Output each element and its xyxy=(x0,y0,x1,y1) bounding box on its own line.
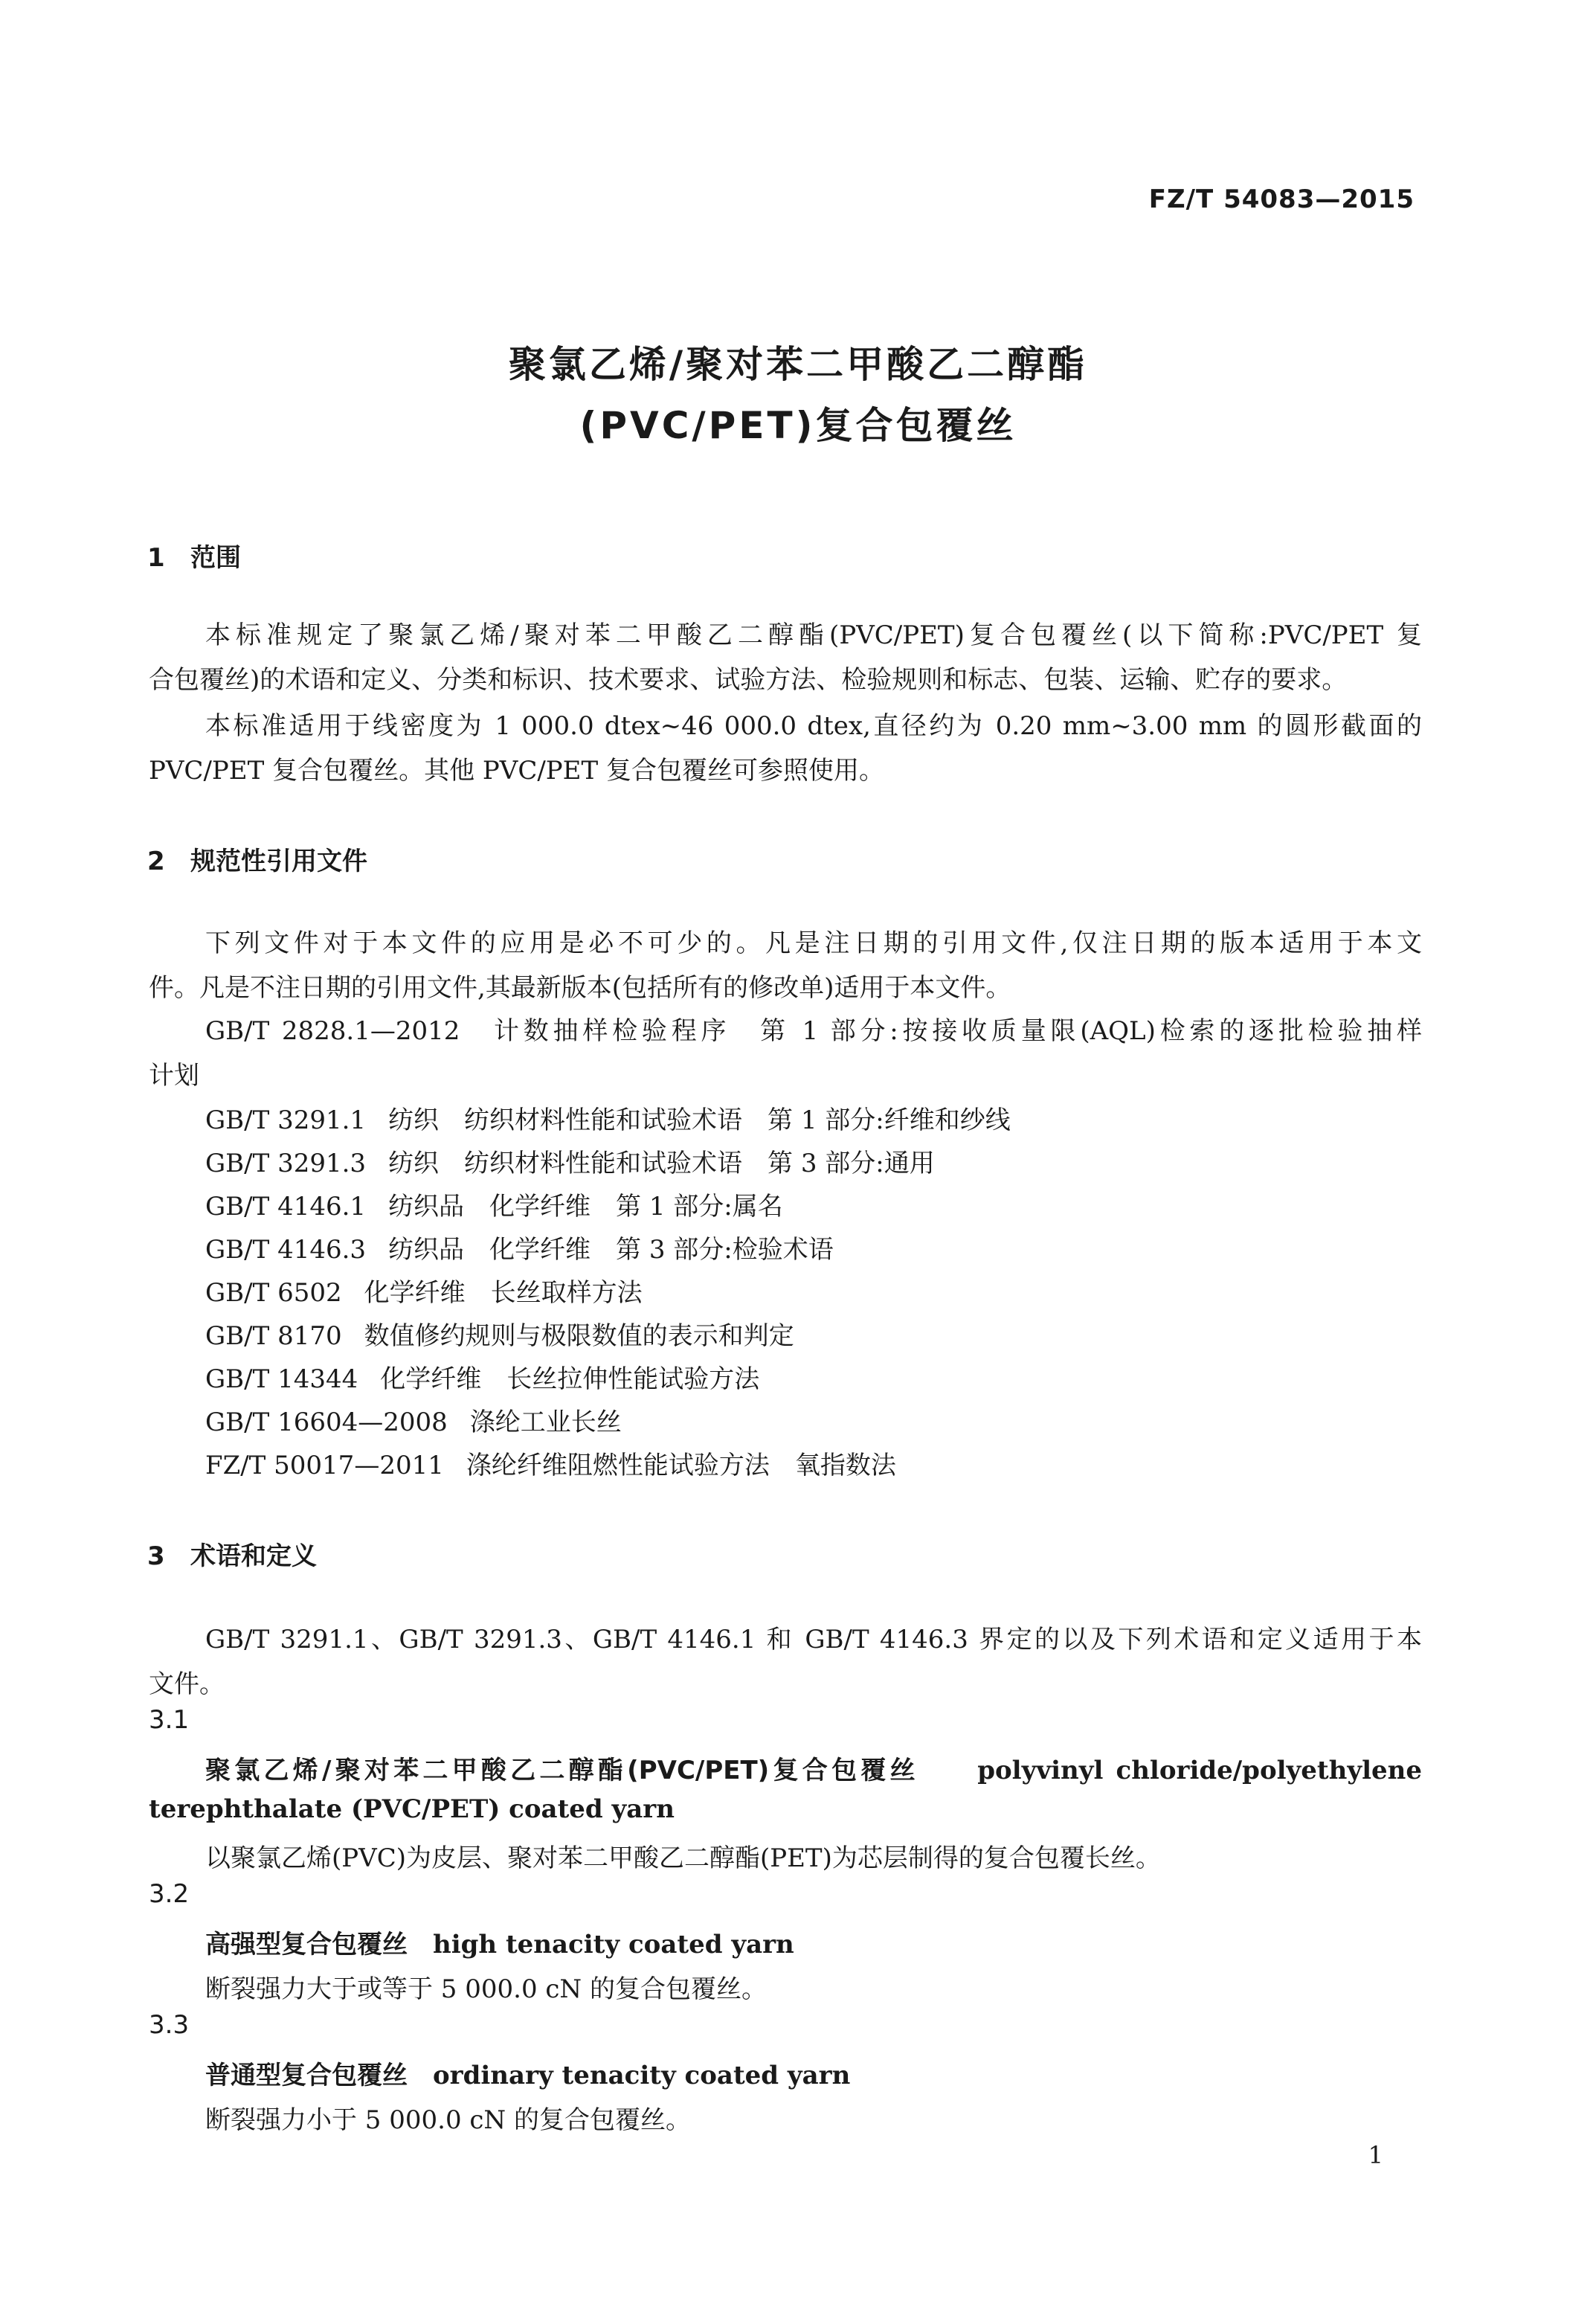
reference-title: 数值修约规则与极限数值的表示和判定 xyxy=(364,1321,794,1351)
term-name-cn: 高强型复合包覆丝 xyxy=(205,1930,408,1959)
term-definition: 以聚氯乙烯(PVC)为皮层、聚对苯二甲酸乙二醇酯(PET)为芯层制得的复合包覆长丝。 xyxy=(205,1843,1161,1873)
scope-paragraph-2-line-1: 本标准适用于线密度为 1 000.0 dtex~46 000.0 dtex,直径约为 0.20 mm~3.00 mm 的圆形截面的 xyxy=(205,711,1422,741)
reference-id: GB/T 6502 xyxy=(205,1278,342,1308)
terms-intro-line-2: 文件。 xyxy=(149,1669,225,1699)
term-name-en: high tenacity coated yarn xyxy=(433,1930,794,1959)
reference-item xyxy=(205,1315,794,1352)
term-heading xyxy=(205,2055,850,2091)
section-heading-scope xyxy=(147,537,241,574)
title-line-2: (PVC/PET)复合包覆丝 xyxy=(579,404,1017,447)
reference-item xyxy=(205,1272,643,1309)
reference-item xyxy=(205,1100,1011,1136)
reference-id: FZ/T 50017—2011 xyxy=(205,1451,444,1480)
section-title: 规范性引用文件 xyxy=(190,847,367,876)
term-number: 3.2 xyxy=(149,1879,190,1909)
reference-title: 纺织品 化学纤维 第 1 部分:属名 xyxy=(388,1192,783,1222)
reference-title: 纺织 纺织材料性能和试验术语 第 1 部分:纤维和纱线 xyxy=(388,1105,1011,1135)
term-name-cn: 聚氯乙烯/聚对苯二甲酸乙二醇酯(PVC/PET)复合包覆丝 xyxy=(205,1756,919,1785)
reference-gbt-2828-line-2: 计划 xyxy=(149,1061,199,1091)
reference-id: GB/T 3291.1 xyxy=(205,1105,367,1135)
section-number: 3 xyxy=(147,1541,165,1571)
section-heading-normative-references xyxy=(147,841,367,877)
reference-title: 涤纶工业长丝 xyxy=(469,1407,622,1437)
term-name-en: polyvinyl chloride/polyethylene xyxy=(977,1756,1423,1785)
scope-paragraph-1-line-1: 本标准规定了聚氯乙烯/聚对苯二甲酸乙二醇酯(PVC/PET)复合包覆丝(以下简称:PVC/PET 复 xyxy=(205,620,1422,650)
standard-code: FZ/T 54083—2015 xyxy=(1148,184,1415,214)
section-number: 2 xyxy=(147,847,165,876)
reference-title: 化学纤维 长丝拉伸性能试验方法 xyxy=(380,1364,760,1394)
reference-id: GB/T 3291.3 xyxy=(205,1149,367,1178)
term-name-cn: 普通型复合包覆丝 xyxy=(205,2061,408,2090)
term-name-en-continued: terephthalate (PVC/PET) coated yarn xyxy=(149,1794,675,1824)
reference-item xyxy=(205,1186,783,1222)
term-number: 3.3 xyxy=(149,2010,190,2040)
reference-item xyxy=(205,1358,759,1395)
reference-title: 化学纤维 长丝取样方法 xyxy=(364,1278,643,1308)
reference-item xyxy=(205,1445,896,1481)
section-heading-terms-and-definitions xyxy=(147,1535,317,1572)
reference-item xyxy=(205,1143,935,1179)
section-title: 范围 xyxy=(190,543,241,573)
terms-intro-line-1: GB/T 3291.1、GB/T 3291.3、GB/T 4146.1 和 GB/T 4146.3 界定的以及下列术语和定义适用于本 xyxy=(205,1625,1422,1654)
section-title: 术语和定义 xyxy=(190,1541,317,1571)
reference-title: 纺织 纺织材料性能和试验术语 第 3 部分:通用 xyxy=(388,1149,935,1178)
term-definition: 断裂强力大于或等于 5 000.0 cN 的复合包覆丝。 xyxy=(205,1974,767,2004)
reference-item xyxy=(205,1402,622,1438)
normative-intro-line-2: 件。凡是不注日期的引用文件,其最新版本(包括所有的修改单)适用于本文件。 xyxy=(149,973,1011,1003)
term-heading xyxy=(205,1924,794,1960)
scope-paragraph-1-line-2: 合包覆丝)的术语和定义、分类和标识、技术要求、试验方法、检验规则和标志、包装、运输、贮存的要求。 xyxy=(149,665,1348,695)
reference-title: 涤纶纤维阻燃性能试验方法 氧指数法 xyxy=(466,1451,896,1480)
reference-id: GB/T 4146.3 xyxy=(205,1235,367,1265)
reference-id: GB/T 14344 xyxy=(205,1364,358,1394)
reference-id: GB/T 16604—2008 xyxy=(205,1407,448,1437)
section-number: 1 xyxy=(147,543,165,573)
term-heading xyxy=(205,1750,1422,1786)
title-line-1: 聚氯乙烯/聚对苯二甲酸乙二醇酯 xyxy=(508,343,1088,386)
reference-gbt-2828-line-1: GB/T 2828.1—2012 计数抽样检验程序 第 1 部分:按接收质量限(AQL)检索的逐批检验抽样 xyxy=(205,1016,1422,1046)
scope-paragraph-2-line-2: PVC/PET 复合包覆丝。其他 PVC/PET 复合包覆丝可参照使用。 xyxy=(149,756,884,786)
page-number: 1 xyxy=(1368,2141,1383,2169)
term-definition: 断裂强力小于 5 000.0 cN 的复合包覆丝。 xyxy=(205,2105,691,2135)
term-number: 3.1 xyxy=(149,1705,190,1735)
term-name-en: ordinary tenacity coated yarn xyxy=(433,2061,851,2090)
reference-item xyxy=(205,1229,834,1265)
reference-id: GB/T 8170 xyxy=(205,1321,342,1351)
normative-intro-line-1: 下列文件对于本文件的应用是必不可少的。凡是注日期的引用文件,仅注日期的版本适用于本文 xyxy=(205,928,1422,958)
reference-id: GB/T 4146.1 xyxy=(205,1192,367,1222)
reference-title: 纺织品 化学纤维 第 3 部分:检验术语 xyxy=(388,1235,834,1265)
